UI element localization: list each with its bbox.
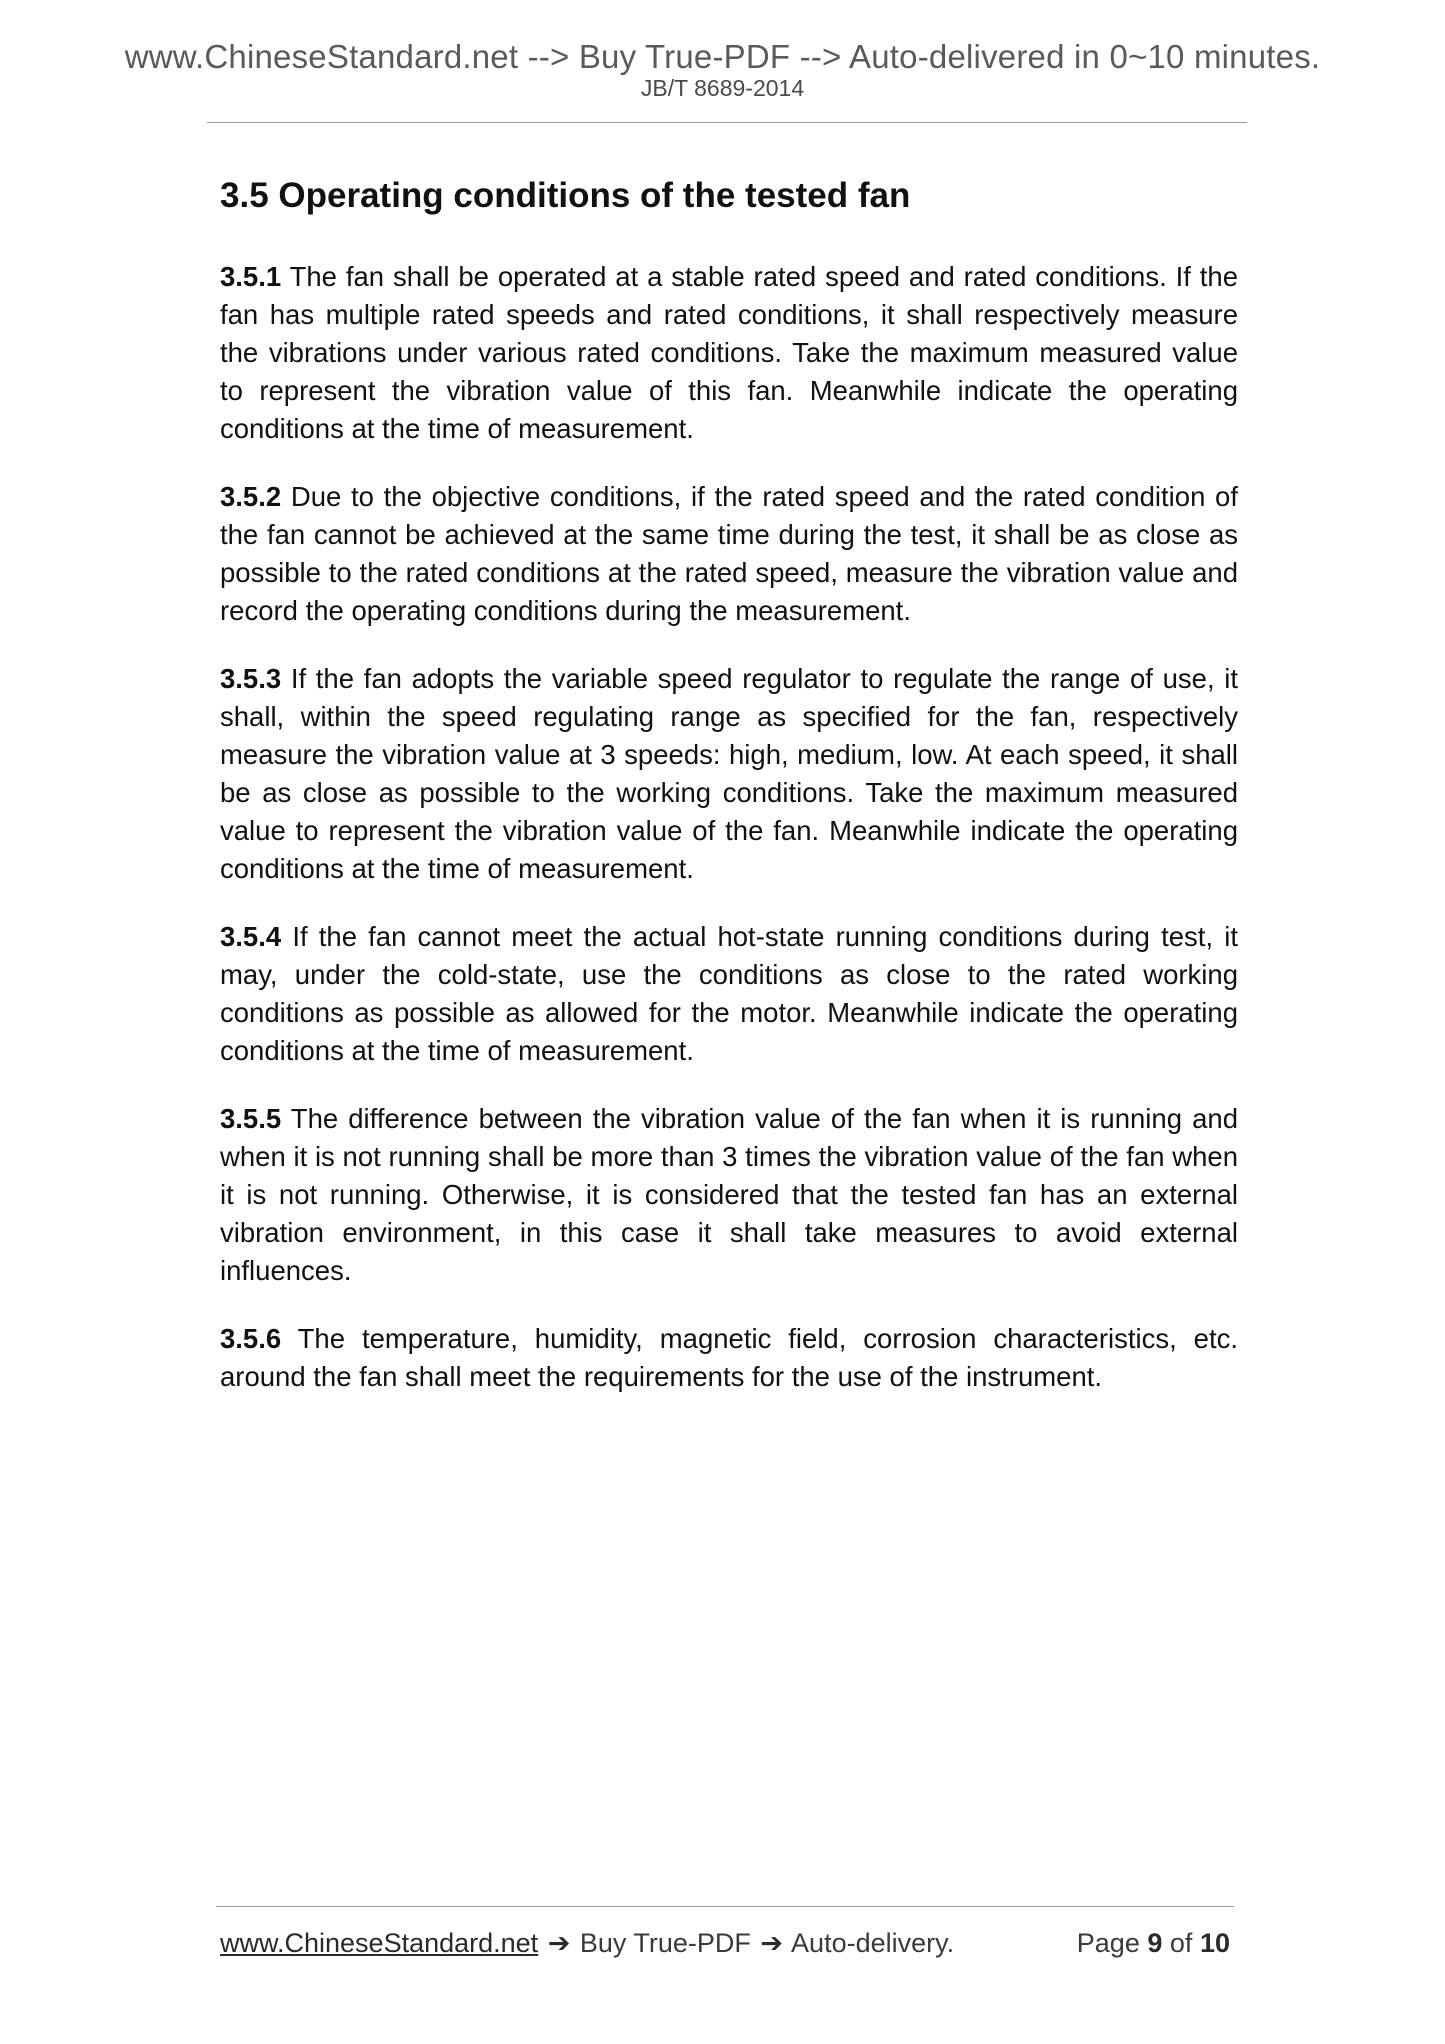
page-total: 10 [1199, 1928, 1230, 1958]
footer-divider [216, 1906, 1234, 1907]
arrow-right-icon: ➔ [760, 1928, 784, 1958]
page-footer [220, 1925, 1230, 1965]
buy-text: Buy True-PDF [579, 1928, 751, 1958]
clause-3-5-1 [220, 258, 1238, 448]
clause-text: If the fan adopts the variable speed regulator to regulate the range of use, it shall, within the speed regulating range as specified for the fan, respectively measure the vibration value at 3 speeds: high, medium, low. At each speed, it shall be as close as possible to the working conditions. Take the maximum measured value to represent the vibration value of the fan. Meanwhile indicate the operating conditions at the time of measurement. [220, 663, 1238, 884]
delivery-text: Auto-delivery. [791, 1928, 955, 1958]
clause-number: 3.5.5 [220, 1103, 282, 1134]
clause-3-5-6 [220, 1320, 1238, 1396]
clause-text: The temperature, humidity, magnetic field, corrosion characteristics, etc. around the fan shall meet the requirements for the use of the instrument. [220, 1323, 1238, 1392]
section-title: 3.5 Operating conditions of the tested fan [220, 176, 911, 215]
document-body [220, 174, 1238, 1426]
clause-3-5-5 [220, 1100, 1238, 1290]
clause-number: 3.5.1 [220, 261, 282, 292]
clause-3-5-2 [220, 478, 1238, 630]
site-link[interactable]: www.ChineseStandard.net [220, 1928, 539, 1958]
document-code: JB/T 8689-2014 [640, 75, 805, 101]
clause-text: Due to the objective conditions, if the rated speed and the rated condition of the fan cannot be achieved at the same time during the test, it shall be as close as possible to the rated conditions at the rated speed, measure the vibration value and record the operating conditions during the measurement. [220, 481, 1238, 626]
header-divider [207, 122, 1247, 123]
clause-number: 3.5.2 [220, 481, 282, 512]
page-label: Page [1076, 1928, 1140, 1958]
clause-number: 3.5.6 [220, 1323, 282, 1354]
page-indicator [1077, 1925, 1230, 1961]
page-current: 9 [1147, 1928, 1163, 1958]
clause-3-5-3 [220, 660, 1238, 888]
clause-number: 3.5.3 [220, 663, 282, 694]
clause-text: If the fan cannot meet the actual hot-state running conditions during test, it may, under the cold-state, use the conditions as close to the rated working conditions as possible as allowed for the motor. Meanwhile indicate the operating conditions at the time of measurement. [220, 921, 1238, 1066]
page-of: of [1169, 1928, 1193, 1958]
clause-3-5-4 [220, 918, 1238, 1070]
clause-text: The difference between the vibration value of the fan when it is running and when it is not running shall be more than 3 times the vibration value of the fan when it is not running. Otherwise, it is considered that the tested fan has an external vibration environment, in this case it shall take measures to avoid external influences. [220, 1103, 1238, 1286]
clause-text: The fan shall be operated at a stable rated speed and rated conditions. If the fan has multiple rated speeds and rated conditions, it shall respectively measure the vibrations under various rated conditions. Take the maximum measured value to represent the vibration value of this fan. Meanwhile indicate the operating conditions at the time of measurement. [220, 261, 1238, 444]
clause-number: 3.5.4 [220, 921, 282, 952]
header-banner: www.ChineseStandard.net --> Buy True-PDF --> Auto-delivered in 0~10 minutes. [124, 38, 1321, 75]
arrow-right-icon: ➔ [547, 1928, 571, 1958]
footer-promo [220, 1925, 954, 1961]
